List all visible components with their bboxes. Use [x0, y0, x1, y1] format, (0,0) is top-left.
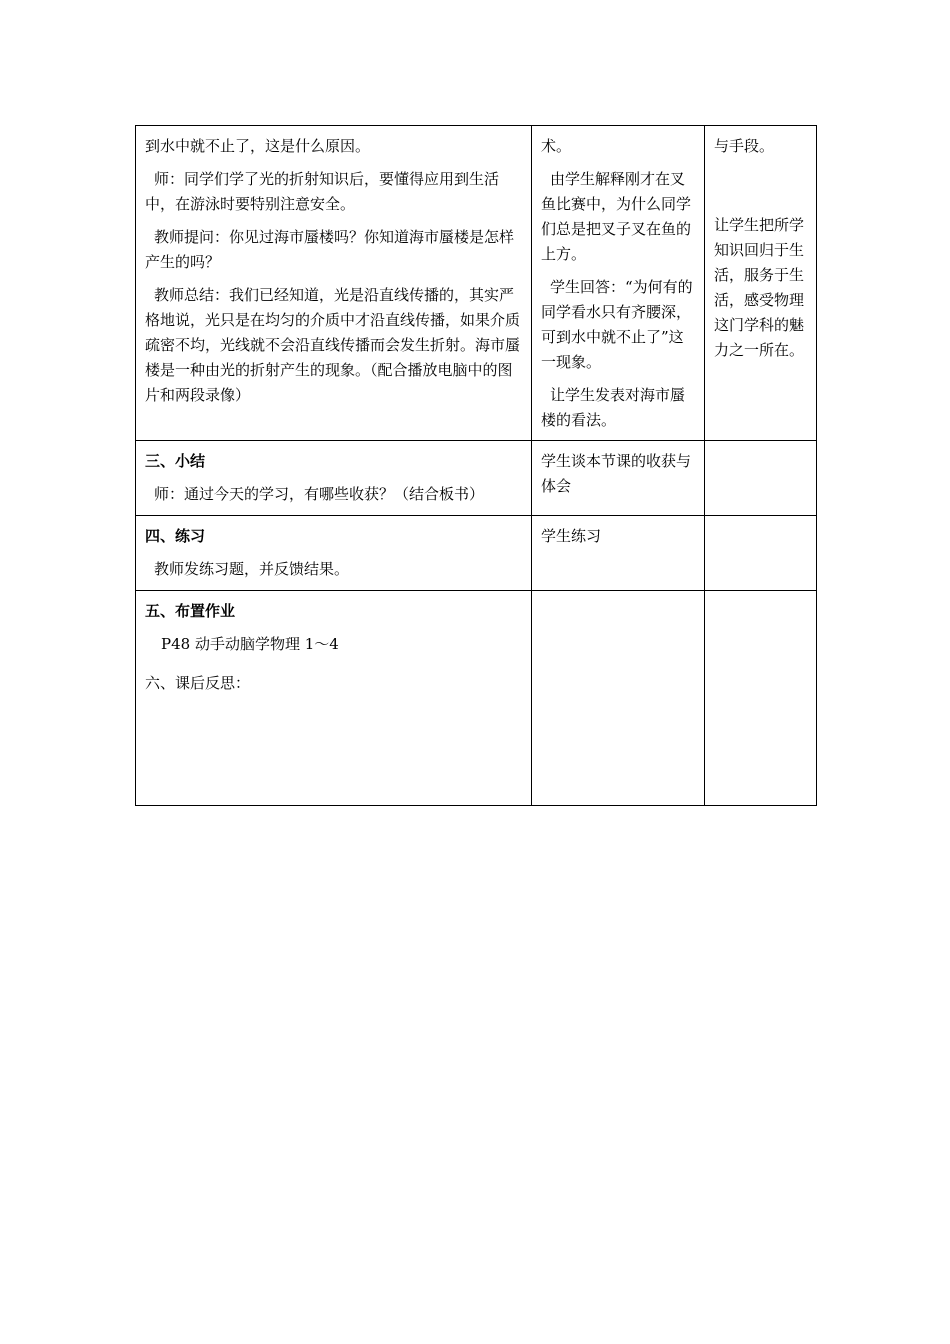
student-activity-cell	[532, 516, 705, 591]
teacher-activity-cell	[136, 441, 532, 516]
paragraph: 到水中就不止了，这是什么原因。	[145, 137, 371, 155]
design-intent-cell	[705, 441, 817, 516]
section-heading: 三、小结	[145, 452, 206, 470]
lesson-plan-table	[135, 125, 817, 806]
paragraph: 让学生把所学知识回归于生活，服务于生活，感受物理这门学科的魅力之一所在。	[714, 216, 805, 359]
table-row	[136, 591, 817, 806]
paragraph: 教师发练习题，并反馈结果。	[154, 560, 350, 578]
paragraph: 让学生发表对海市蜃楼的看法。	[541, 386, 686, 429]
paragraph: P48 动手动脑学物理 1～4	[161, 635, 339, 653]
design-intent-cell	[705, 126, 817, 441]
student-activity-cell	[532, 126, 705, 441]
paragraph: 学生练习	[541, 527, 602, 545]
teacher-activity-cell	[136, 126, 532, 441]
paragraph: 学生回答：“为何有的同学看水只有齐腰深，可到水中就不止了”这一现象。	[541, 278, 693, 371]
section-heading: 四、练习	[145, 527, 206, 545]
design-intent-cell	[705, 591, 817, 806]
teacher-activity-cell	[136, 516, 532, 591]
table-row	[136, 126, 817, 441]
design-intent-cell	[705, 516, 817, 591]
teacher-activity-cell	[136, 591, 532, 806]
paragraph: 由学生解释刚才在叉鱼比赛中，为什么同学们总是把叉子叉在鱼的上方。	[541, 170, 692, 263]
paragraph: 与手段。	[714, 137, 775, 155]
student-activity-cell	[532, 441, 705, 516]
paragraph: 教师总结：我们已经知道，光是沿直线传播的，其实严格地说，光只是在均匀的介质中才沿直线传播，如果介质疏密不均，光线就不会沿直线传播而会发生折射。海市蜃楼是一种由光的折射产生的现象。（配合播放电脑中的图片和两段录像）	[145, 286, 521, 404]
section-heading: 五、布置作业	[145, 602, 236, 620]
student-activity-cell	[532, 591, 705, 806]
table-row	[136, 516, 817, 591]
reflection-heading: 六、课后反思：	[145, 674, 251, 692]
paragraph: 术。	[541, 137, 572, 155]
paragraph: 学生谈本节课的收获与体会	[541, 452, 692, 495]
paragraph: 师：通过今天的学习，有哪些收获？（结合板书）	[154, 485, 485, 503]
paragraph: 教师提问：你见过海市蜃楼吗？你知道海市蜃楼是怎样产生的吗？	[145, 228, 515, 271]
paragraph: 师：同学们学了光的折射知识后，要懂得应用到生活中，在游泳时要特别注意安全。	[145, 170, 500, 213]
table-row	[136, 441, 817, 516]
